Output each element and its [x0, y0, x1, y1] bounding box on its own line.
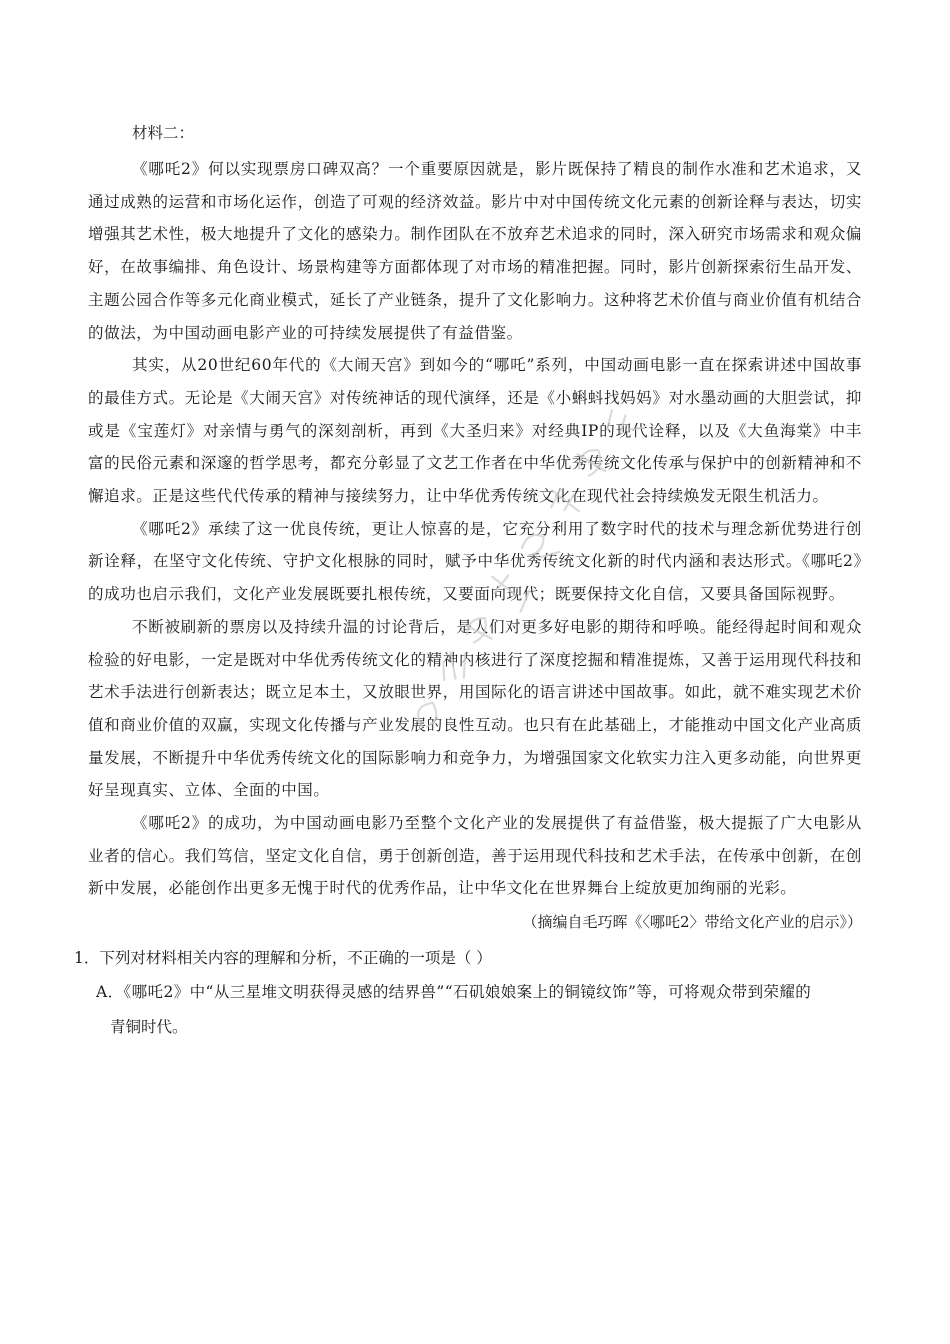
source-citation: （摘编自毛巧晖《〈哪吒2〉带给文化产业的启示》）	[522, 913, 862, 932]
option-a-text: 《哪吒2》中“从三星堆文明获得灵感的结界兽”“石矶娘娘案上的铜镜纹饰”等，可将观众带到荣耀的	[123, 983, 812, 1002]
paragraph-2: 其实，从20世纪60年代的《大闹天宫》到如今的“哪吒”系列，中国动画电影一直在探索讲述中国故事的最佳方式。无论是《大闹天宫》对传统神话的现代演绎，还是《小蝌蚪找妈妈》对水墨动画的大胆尝试，抑或是《宝莲灯》对亲情与勇气的深刻剖析，再到《大圣归来》对经典IP的现代诠释，以及《大鱼海棠》中丰富的民俗元素和深邃的哲学思考，都充分彰显了文艺工作者在中华优秀传统文化传承与保护中的创新精神和不懈追求。正是这些代代传承的精神与接续努力，让中华优秀传统文化在现代社会持续焕发无限生机活力。	[88, 356, 862, 506]
paragraph-4: 不断被刷新的票房以及持续升温的讨论背后，是人们对更多好电影的期待和呼唤。能经得起时间和观众检验的好电影，一定是既对中华优秀传统文化的精神内核进行了深度挖掘和精准提炼，又善于运用现代科技和艺术手法进行创新表达；既立足本土，又放眼世界，用国际化的语言讲述中国故事。如此，就不难实现艺术价值和商业价值的双赢，实现文化传播与产业发展的良性互动。也只有在此基础上，才能推动中国文化产业高质量发展，不断提升中华优秀传统文化的国际影响力和竞争力，为增强国家文化软实力注入更多动能，向世界更好呈现真实、立体、全面的中国。	[88, 617, 862, 800]
option-a-label: A．	[96, 983, 124, 1002]
material-heading: 材料二：	[132, 124, 195, 142]
paragraph-1: 《哪吒2》何以实现票房口碑双高？一个重要原因就是，影片既保持了精良的制作水准和艺术追求，又通过成熟的运营和市场化运作，创造了可观的经济效益。影片中对中国传统文化元素的创新诠释与表达，切实增强其艺术性，极大地提升了文化的感染力。制作团队在不放弃艺术追求的同时，深入研究市场需求和观众偏好，在故事编排、角色设计、场景构建等方面都体现了对市场的精准把握。同时，影片创新探索衍生品开发、主题公园合作等多元化商业模式，延长了产业链条，提升了文化影响力。这种将艺术价值与商业价值有机结合的做法，为中国动画电影产业的可持续发展提供了有益借鉴。	[88, 160, 862, 342]
paragraph-5: 《哪吒2》的成功，为中国动画电影乃至整个文化产业的发展提供了有益借鉴，极大提振了广大电影从业者的信心。我们笃信，坚定文化自信，勇于创新创造，善于运用现代科技和艺术手法，在传承中创新，在创新中发展，必能创作出更多无愧于时代的优秀作品，让中华文化在世界舞台上绽放更加绚丽的光彩。	[88, 814, 862, 898]
document-page	[74, 117, 862, 1045]
option-a-continuation: 青铜时代。	[110, 1018, 188, 1037]
paragraph-3: 《哪吒2》承续了这一优良传统，更让人惊喜的是，它充分利用了数字时代的技术与理念新优势进行创新诠释，在坚守文化传统、守护文化根脉的同时，赋予中华优秀传统文化新的时代内涵和表达形式。《哪吒2》的成功也启示我们，文化产业发展既要扎根传统，又要面向现代；既要保持文化自信，又要具备国际视野。	[88, 519, 862, 604]
option-a	[96, 975, 862, 1010]
question-stem: 1．下列对材料相关内容的理解和分析，不正确的一项是（ ）	[74, 949, 492, 968]
